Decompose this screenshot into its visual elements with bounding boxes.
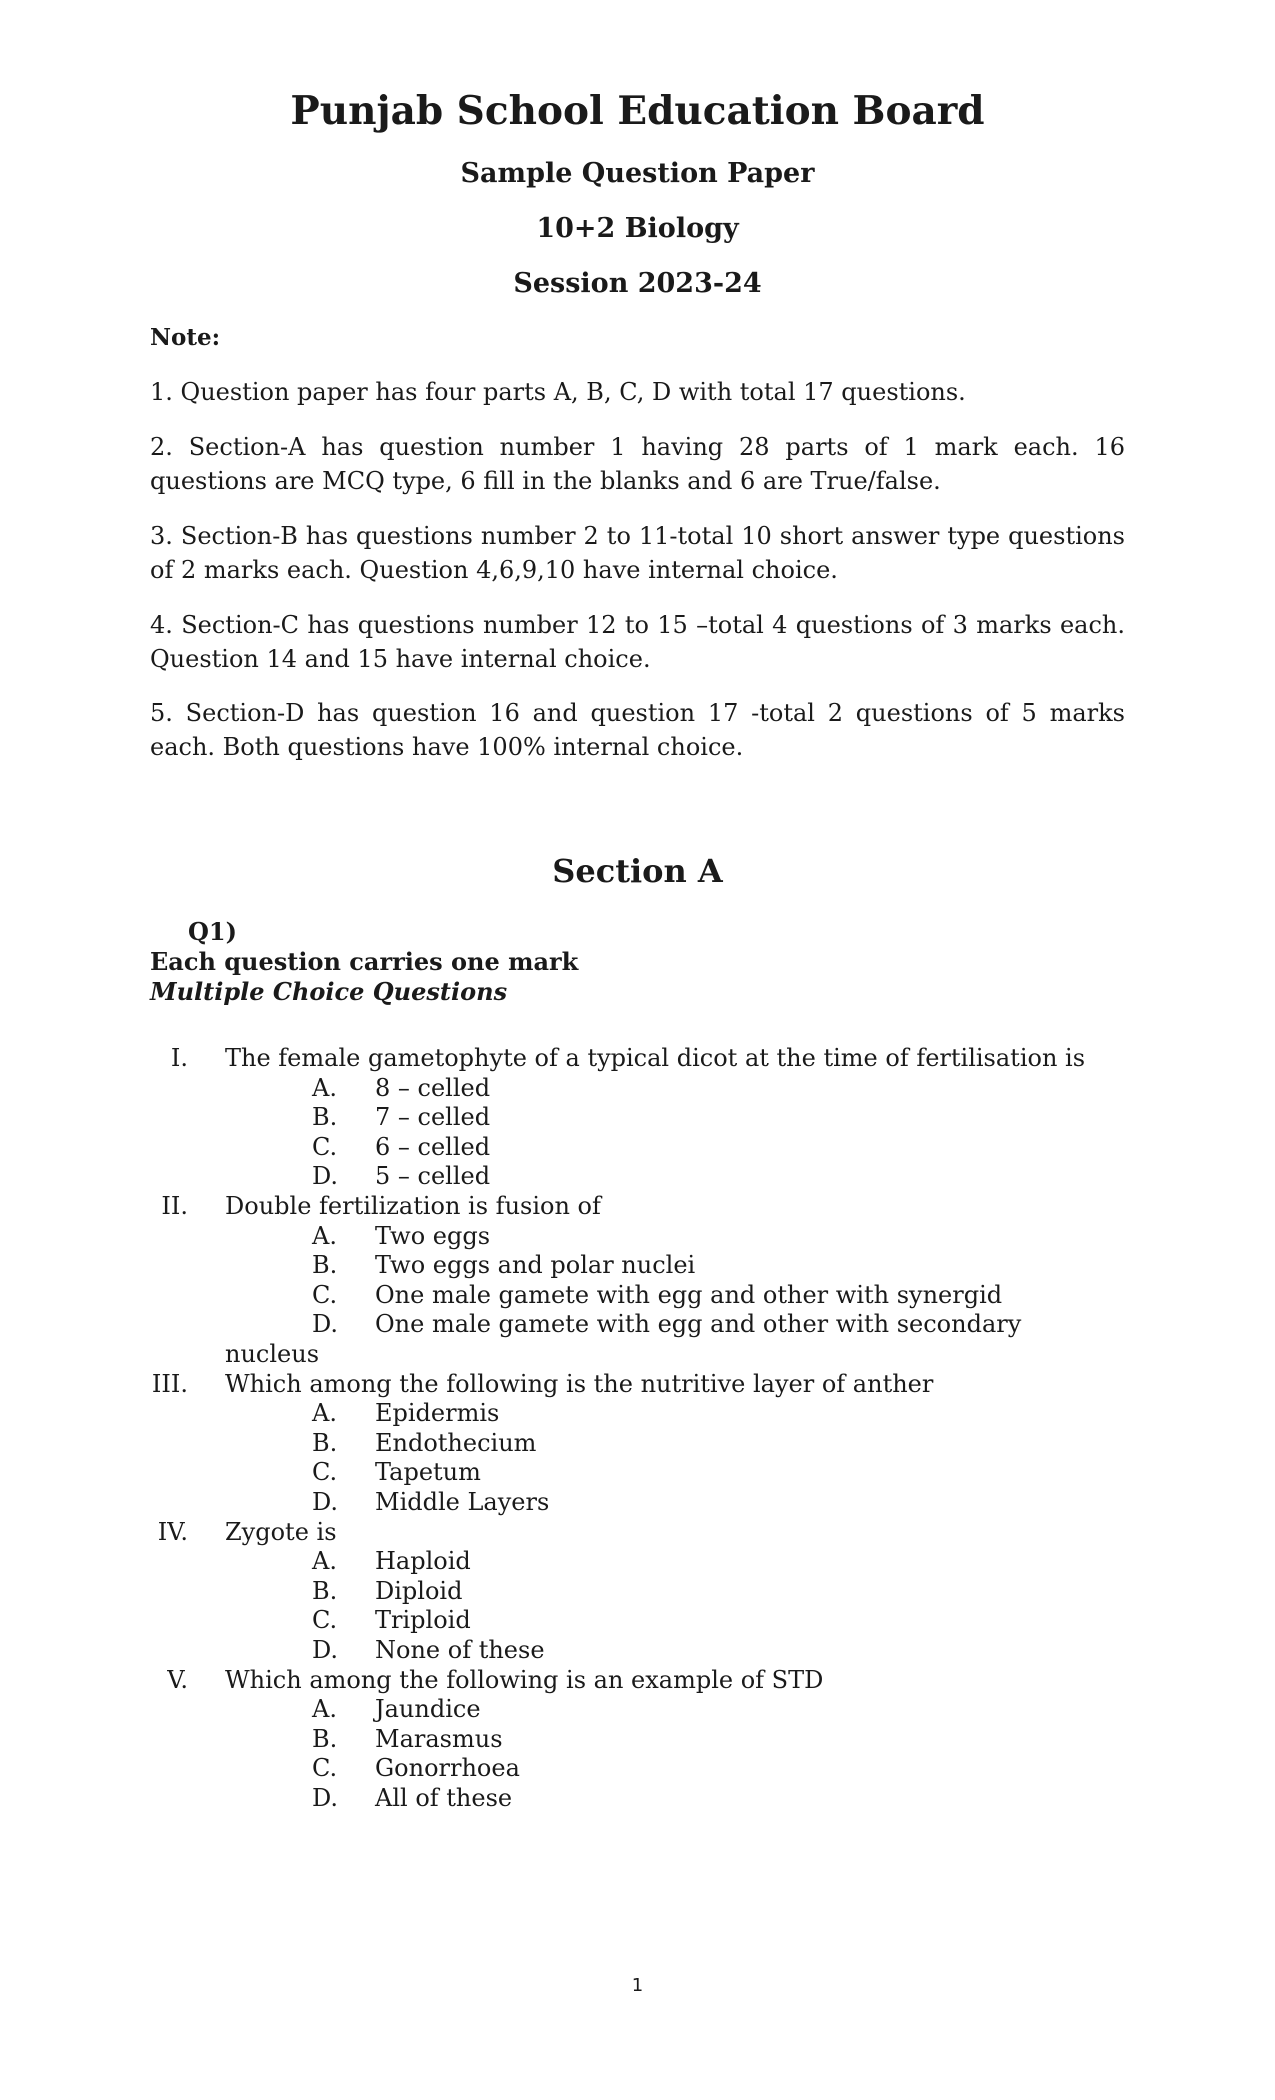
option-text: All of these [375, 1784, 513, 1812]
question-instructions: Each question carries one mark [150, 947, 579, 976]
option-text-wrap: nucleus [225, 1340, 320, 1368]
option-letter: A. [312, 1399, 337, 1428]
option-text: Endothecium [375, 1428, 537, 1457]
option-item [0, 1724, 1275, 1754]
option-text: Epidermis [375, 1399, 500, 1428]
option-text: 5 – celled [375, 1162, 491, 1191]
option-item [0, 1635, 1275, 1665]
note-item: 5. Section-D has question 16 and question 17 -total 2 questions of 5 marks each. Both questions have 100% internal choice. [150, 699, 1125, 761]
option-letter: C. [312, 1132, 338, 1161]
question-text: Which among the following is an example of STD [225, 1665, 824, 1694]
option-item [0, 1605, 1275, 1635]
question-text: The female gametophyte of a typical dicot at the time of fertilisation is [225, 1044, 1086, 1072]
question-item [0, 1369, 1275, 1399]
option-text: 6 – celled [375, 1132, 491, 1161]
question-text: Double fertilization is fusion of [225, 1192, 601, 1220]
option-letter: B. [312, 1103, 338, 1132]
option-text: 7 – celled [375, 1103, 491, 1132]
option-text: Tapetum [375, 1458, 481, 1487]
option-letter: C. [312, 1458, 338, 1487]
option-letter: D. [312, 1488, 339, 1516]
option-text: Jaundice [375, 1695, 481, 1724]
option-item [0, 1694, 1275, 1724]
option-item [0, 1546, 1275, 1576]
option-letter: B. [312, 1724, 338, 1753]
note-item: 4. Section-C has questions number 12 to 15 –total 4 questions of 3 marks each. Question 14 and 15 have internal choice. [150, 611, 1125, 673]
option-item [0, 1161, 1275, 1191]
paper-type: Sample Question Paper [460, 158, 815, 189]
question-text: Zygote is [225, 1517, 337, 1546]
question-item [0, 1517, 1275, 1547]
note-label: Note: [150, 324, 221, 351]
option-letter: D. [312, 1784, 339, 1812]
option-letter: A. [312, 1221, 337, 1250]
option-text: 8 – celled [375, 1073, 491, 1102]
option-letter: B. [312, 1428, 338, 1457]
note-item: 3. Section-B has questions number 2 to 11-total 10 short answer type questions of 2 marks each. Question 4,6,9,10 have internal choice. [150, 522, 1125, 584]
question-label: Q1) [188, 917, 237, 946]
page-number: 1 [631, 1975, 644, 1996]
option-continuation [0, 1339, 1275, 1369]
section-title: Section A [552, 852, 723, 890]
option-text: Gonorrhoea [375, 1754, 520, 1783]
option-text: Two eggs [375, 1221, 491, 1250]
option-item [0, 1576, 1275, 1606]
option-item [0, 1280, 1275, 1310]
question-number: IV. [157, 1517, 188, 1546]
subject-title: 10+2 Biology [536, 213, 739, 244]
option-item [0, 1309, 1275, 1339]
question-number: II. [161, 1192, 188, 1220]
option-letter: A. [312, 1695, 337, 1724]
option-item [0, 1398, 1275, 1428]
question-number: I. [170, 1044, 188, 1072]
option-item [0, 1753, 1275, 1783]
question-item [0, 1043, 1275, 1073]
question-type-heading: Multiple Choice Questions [150, 977, 508, 1006]
option-letter: C. [312, 1280, 338, 1309]
option-text: Haploid [375, 1547, 471, 1576]
option-item [0, 1428, 1275, 1458]
question-number: V. [167, 1665, 188, 1694]
option-text: None of these [375, 1636, 545, 1664]
question-text: Which among the following is the nutritive layer of anther [225, 1369, 934, 1398]
option-letter: A. [312, 1073, 337, 1102]
option-letter: D. [312, 1636, 339, 1664]
board-title: Punjab School Education Board [290, 88, 985, 134]
option-letter: B. [312, 1251, 338, 1280]
session-title: Session 2023-24 [513, 268, 762, 299]
option-letter: A. [312, 1547, 337, 1576]
option-item [0, 1132, 1275, 1162]
option-text: Middle Layers [375, 1488, 550, 1516]
option-item [0, 1221, 1275, 1251]
option-item [0, 1457, 1275, 1487]
option-item [0, 1487, 1275, 1517]
option-item [0, 1783, 1275, 1813]
option-text: Marasmus [375, 1724, 503, 1753]
question-item [0, 1665, 1275, 1695]
option-letter: D. [312, 1162, 339, 1191]
option-letter: B. [312, 1576, 338, 1605]
option-letter: C. [312, 1754, 338, 1783]
option-text: Diploid [375, 1576, 463, 1605]
option-text: One male gamete with egg and other with secondary [375, 1310, 1022, 1339]
note-item: 1. Question paper has four parts A, B, C, D with total 17 questions. [150, 378, 966, 406]
option-text: One male gamete with egg and other with synergid [375, 1280, 1003, 1309]
option-text: Two eggs and polar nuclei [375, 1251, 696, 1280]
question-number: III. [151, 1369, 188, 1398]
option-item [0, 1102, 1275, 1132]
option-item [0, 1250, 1275, 1280]
option-letter: C. [312, 1606, 338, 1635]
note-item: 2. Section-A has question number 1 having 28 parts of 1 mark each. 16 questions are MCQ type, 6 fill in the blanks and 6 are True/false. [150, 433, 1125, 495]
option-text: Triploid [375, 1606, 471, 1635]
option-item [0, 1073, 1275, 1103]
question-item [0, 1191, 1275, 1221]
option-letter: D. [312, 1310, 339, 1339]
